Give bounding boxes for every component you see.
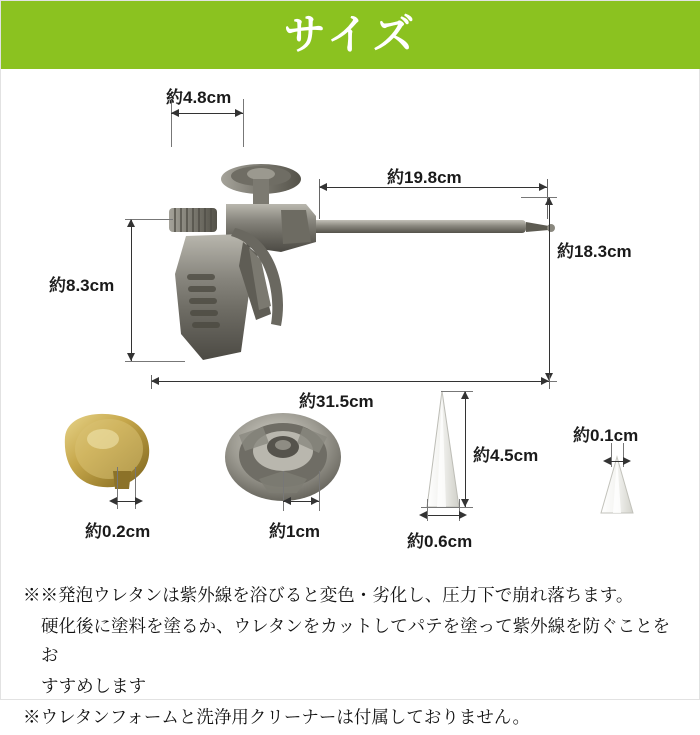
arrow-cone-bottom <box>461 499 469 507</box>
dim-line-smalltip <box>611 461 623 462</box>
ext-line-cone-bottom <box>421 507 473 508</box>
dim-label-cone-base: 約0.6cm <box>407 532 473 551</box>
dim-line-cone-base <box>427 515 459 516</box>
dim-label-total: 約31.5cm <box>299 392 374 411</box>
ext-line-adapter-left <box>283 471 284 511</box>
note-line-4: ※ウレタンフォームと洗浄用クリーナーは付属しておりません。 <box>23 707 530 728</box>
ext-line-adapter-right <box>319 471 320 511</box>
arrow-valve-right <box>235 109 243 117</box>
dim-label-small-tip: 約0.1cm <box>573 426 639 445</box>
dim-line-valve-width <box>171 113 243 114</box>
ext-line-valve-right <box>243 99 244 147</box>
arrow-barrel-right <box>539 183 547 191</box>
dim-line-cone-height <box>465 391 466 507</box>
ext-line-grip-bottom <box>125 361 185 362</box>
arrow-smalltip-left <box>603 457 611 465</box>
dim-label-valve-width: 約4.8cm <box>166 88 232 107</box>
dim-label-height: 約18.3cm <box>557 242 632 261</box>
arrow-valve-left <box>171 109 179 117</box>
dim-label-grip: 約8.3cm <box>49 276 115 295</box>
notes-section <box>1 581 700 735</box>
ext-line-brass-left <box>117 467 118 509</box>
dim-label-cone-height: 約4.5cm <box>473 446 539 465</box>
dim-label-metal-adapter: 約1cm <box>269 522 321 541</box>
arrow-total-right <box>541 377 549 385</box>
tick-total-right <box>549 375 550 389</box>
arrow-grip-bottom <box>127 353 135 361</box>
arrow-adapter-right <box>311 497 319 505</box>
page-title: サイズ <box>283 11 419 58</box>
foam-gun-illustration <box>131 124 561 424</box>
arrow-grip-top <box>127 219 135 227</box>
size-diagram <box>1 69 700 569</box>
ext-line-smalltip-left <box>611 443 612 467</box>
arrow-brass-left <box>109 497 117 505</box>
ext-line-cone-base-left <box>427 499 428 521</box>
arrow-adapter-left <box>283 497 291 505</box>
dim-line-total <box>151 381 549 382</box>
dim-label-barrel: 約19.8cm <box>387 168 462 187</box>
note-line-2: 硬化後に塗料を塗るか、ウレタンをカットしてパテを塗って紫外線を防ぐことをお <box>41 616 671 665</box>
arrow-height-top <box>545 197 553 205</box>
arrow-cone-top <box>461 391 469 399</box>
arrow-cone-base-left <box>419 511 427 519</box>
dim-line-grip <box>131 219 132 361</box>
page-header <box>1 1 700 69</box>
arrow-cone-base-right <box>459 511 467 519</box>
arrow-smalltip-right <box>623 457 631 465</box>
arrow-barrel-left <box>319 183 327 191</box>
arrow-brass-right <box>135 497 143 505</box>
small-tip-illustration <box>593 455 641 521</box>
dim-label-brass-nozzle: 約0.2cm <box>85 522 151 541</box>
note-line-1: ※※発泡ウレタンは紫外線を浴びると変色・劣化し、圧力下で崩れ落ちます。 <box>23 585 634 605</box>
dim-line-height <box>549 197 550 381</box>
dim-line-brass <box>117 501 135 502</box>
arrow-total-left <box>151 377 159 385</box>
note-line-3: すすめします <box>41 676 147 697</box>
brass-nozzle-illustration <box>53 409 163 499</box>
